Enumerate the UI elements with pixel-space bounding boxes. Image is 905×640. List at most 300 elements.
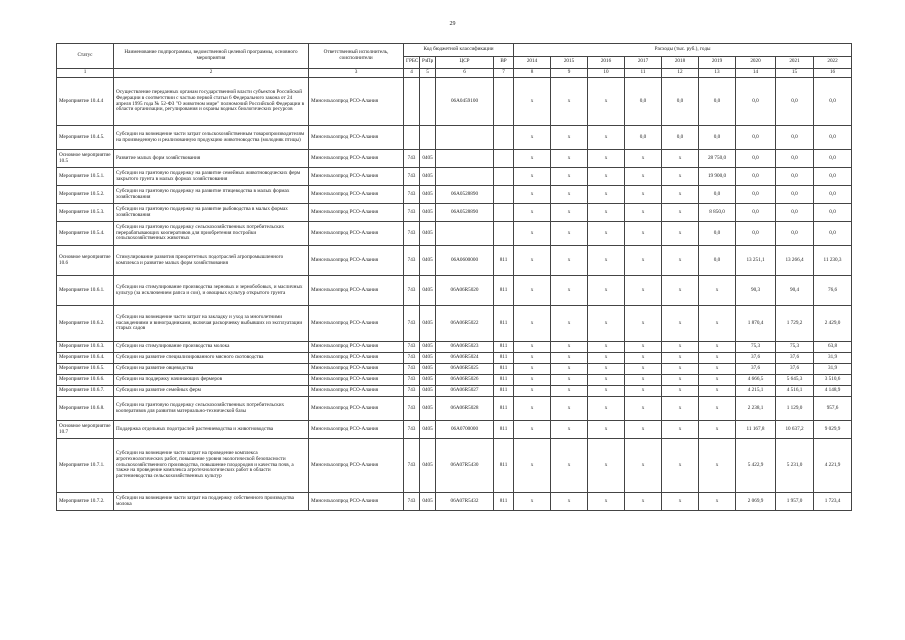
row-year-value: 1 723,4	[814, 493, 852, 511]
row-executor: Минсельхозпрод РСО-Алания	[309, 186, 404, 204]
row-executor: Минсельхозпрод РСО-Алания	[309, 306, 404, 342]
row-year-value: 0,0	[776, 126, 814, 150]
row-year-value: x	[662, 168, 699, 186]
row-year-value: x	[588, 222, 625, 246]
column-number: 6	[436, 69, 494, 78]
row-year-value: 0,0	[699, 222, 736, 246]
row-year-value: 1 729,2	[776, 306, 814, 342]
row-vr	[494, 168, 514, 186]
row-csr: 06А0459100	[436, 78, 494, 126]
row-year-value: x	[625, 353, 662, 364]
row-year-value: 0,0	[699, 186, 736, 204]
row-year-value: 13 251,1	[736, 246, 776, 276]
header-executor: Ответственный исполнитель, соисполнители	[309, 44, 404, 69]
row-year-value: 0,0	[776, 186, 814, 204]
row-year-value: 11 167,8	[736, 421, 776, 439]
table-row	[57, 364, 852, 375]
row-executor: Минсельхозпрод РСО-Алания	[309, 78, 404, 126]
row-year-value: x	[514, 493, 551, 511]
row-rzpr: 0405	[420, 439, 436, 493]
row-status: Мероприятие 10.5.3.	[57, 204, 114, 222]
header-grbs: ГРБС	[404, 56, 420, 69]
column-number: 10	[588, 69, 625, 78]
row-year-value: 957,6	[814, 397, 852, 421]
row-year-value: x	[662, 439, 699, 493]
row-executor: Минсельхозпрод РСО-Алания	[309, 353, 404, 364]
row-year-value: 0,0	[736, 186, 776, 204]
row-year-value: 90,3	[736, 276, 776, 306]
row-grbs: 743	[404, 306, 420, 342]
row-executor: Минсельхозпрод РСО-Алания	[309, 168, 404, 186]
header-year: 2015	[551, 56, 588, 69]
row-csr: 06А06R5025	[436, 364, 494, 375]
table-row	[57, 186, 852, 204]
row-year-value: 75,3	[736, 342, 776, 353]
row-executor: Минсельхозпрод РСО-Алания	[309, 493, 404, 511]
row-name: Субсидии на грантовую поддержку на развитие рыбоводства в малых формах хозяйствования	[114, 204, 309, 222]
row-name: Субсидии на возмещение части затрат сельскохозяйственным товаропроизводителям на произведенную и реализованную продукцию животноводства (молодняк птицы)	[114, 126, 309, 150]
row-name: Стимулирование развития приоритетных подотраслей агропромышленного комплекса и развитие малых форм хозяйствования	[114, 246, 309, 276]
table-row	[57, 342, 852, 353]
column-number: 4	[404, 69, 420, 78]
row-year-value: x	[551, 493, 588, 511]
row-vr: 811	[494, 342, 514, 353]
row-year-value: 37,6	[736, 364, 776, 375]
row-year-value: x	[514, 306, 551, 342]
row-executor: Минсельхозпрод РСО-Алания	[309, 276, 404, 306]
column-number: 15	[776, 69, 814, 78]
row-name: Субсидии на грантовую поддержку сельскохозяйственных потребительских перерабатывающих кооперативов для приобретения постройки сельскохозяйственных животных	[114, 222, 309, 246]
row-executor: Минсельхозпрод РСО-Алания	[309, 204, 404, 222]
row-grbs: 743	[404, 439, 420, 493]
row-csr: 06А06R5020	[436, 276, 494, 306]
row-year-value: x	[625, 246, 662, 276]
row-year-value: x	[551, 375, 588, 386]
row-csr: 06А0528890	[436, 186, 494, 204]
row-status: Мероприятие 10.6.7.	[57, 386, 114, 397]
row-year-value: 8 850,0	[699, 204, 736, 222]
row-year-value: x	[588, 78, 625, 126]
row-year-value: x	[588, 342, 625, 353]
row-year-value: x	[662, 421, 699, 439]
row-year-value: x	[662, 375, 699, 386]
header-code-group: Код бюджетной классификации	[404, 44, 514, 57]
row-year-value: x	[588, 397, 625, 421]
column-number: 11	[625, 69, 662, 78]
row-executor: Минсельхозпрод РСО-Алания	[309, 222, 404, 246]
row-year-value: 13 266,4	[776, 246, 814, 276]
row-grbs: 743	[404, 386, 420, 397]
row-name: Осуществление переданных органам государственной власти субъектов Российской Федерации в соответствии с частью первой статьи 6 Федерального закона от 24 апреля 1995 года № 52-ФЗ "О животном мире" полномочий Российской Федерации в области организации, регулирования и охраны водных биологических ресурсов	[114, 78, 309, 126]
table-row	[57, 204, 852, 222]
row-year-value: x	[514, 353, 551, 364]
row-year-value: x	[514, 276, 551, 306]
row-executor: Минсельхозпрод РСО-Алания	[309, 421, 404, 439]
row-grbs: 743	[404, 375, 420, 386]
row-year-value: x	[551, 306, 588, 342]
row-year-value: x	[588, 246, 625, 276]
table-row	[57, 78, 852, 126]
row-csr: 06А06R5026	[436, 375, 494, 386]
row-status: Мероприятие 10.7.1.	[57, 439, 114, 493]
row-vr: 811	[494, 364, 514, 375]
row-year-value: x	[551, 150, 588, 168]
row-year-value: x	[551, 246, 588, 276]
row-grbs: 743	[404, 421, 420, 439]
row-csr	[436, 126, 494, 150]
column-number: 8	[514, 69, 551, 78]
row-year-value: x	[625, 386, 662, 397]
row-vr	[494, 186, 514, 204]
row-vr	[494, 204, 514, 222]
table-row	[57, 150, 852, 168]
row-vr	[494, 222, 514, 246]
row-year-value: 0,0	[699, 78, 736, 126]
row-year-value: x	[588, 353, 625, 364]
header-status: Статус	[57, 44, 114, 69]
row-executor: Минсельхозпрод РСО-Алания	[309, 439, 404, 493]
row-status: Мероприятие 10.6.5.	[57, 364, 114, 375]
row-name: Развитие малых форм хозяйствования	[114, 150, 309, 168]
row-year-value: x	[514, 397, 551, 421]
column-number: 7	[494, 69, 514, 78]
row-year-value: 0,0	[736, 204, 776, 222]
row-year-value: 0,0	[776, 204, 814, 222]
table-row	[57, 439, 852, 493]
column-number-row	[57, 69, 852, 78]
row-executor: Минсельхозпрод РСО-Алания	[309, 397, 404, 421]
row-name: Субсидии на стимулирование производства зерновых и зернобобовых, и масличных культур (за исключением рапса и сои), и овощных культур открытого грунта	[114, 276, 309, 306]
row-year-value: x	[551, 222, 588, 246]
row-vr: 811	[494, 421, 514, 439]
header-rzpr: РзПр	[420, 56, 436, 69]
row-year-value: x	[662, 353, 699, 364]
row-status: Мероприятие 10.5.4.	[57, 222, 114, 246]
header-year: 2016	[588, 56, 625, 69]
row-year-value: x	[662, 246, 699, 276]
row-vr	[494, 150, 514, 168]
header-year: 2019	[699, 56, 736, 69]
row-rzpr: 0405	[420, 246, 436, 276]
budget-table	[56, 43, 852, 511]
table-row	[57, 353, 852, 364]
row-grbs: 743	[404, 150, 420, 168]
row-year-value: x	[551, 353, 588, 364]
row-year-value: 0,0	[814, 126, 852, 150]
row-name: Субсидии на возмещение части затрат на проведение комплекса агротехнологических работ, повышение уровня экологической безопасности сельскохозяйственного производства, повышение плодородия и качества почв, а также на проведение комплекса агротехнологических работ в области растениеводства сельскохозяйственных культур	[114, 439, 309, 493]
row-year-value: 0,0	[736, 78, 776, 126]
row-year-value: 2 069,9	[736, 493, 776, 511]
row-year-value: 90,4	[776, 276, 814, 306]
row-csr: 06А07R5430	[436, 439, 494, 493]
row-name: Субсидии на развитие овцеводства	[114, 364, 309, 375]
row-year-value: x	[699, 421, 736, 439]
row-year-value: x	[662, 222, 699, 246]
row-grbs: 743	[404, 222, 420, 246]
row-status: Основное мероприятие 10.7	[57, 421, 114, 439]
row-year-value: 2 429,0	[814, 306, 852, 342]
row-year-value: x	[699, 353, 736, 364]
row-vr	[494, 78, 514, 126]
row-year-value: x	[514, 439, 551, 493]
row-rzpr: 0405	[420, 276, 436, 306]
row-vr: 811	[494, 493, 514, 511]
row-name: Субсидии на возмещение части затрат на поддержку собственного производства молока	[114, 493, 309, 511]
row-year-value: x	[625, 186, 662, 204]
row-status: Мероприятие 10.5.1.	[57, 168, 114, 186]
row-year-value: x	[625, 421, 662, 439]
row-year-value: 37,6	[776, 353, 814, 364]
row-name: Поддержка отдельных подотраслей растениеводства и животноводства	[114, 421, 309, 439]
row-rzpr: 0405	[420, 168, 436, 186]
row-year-value: 0,0	[736, 150, 776, 168]
row-year-value: 0,0	[699, 246, 736, 276]
row-year-value: 19 900,0	[699, 168, 736, 186]
row-grbs: 743	[404, 204, 420, 222]
row-vr: 811	[494, 306, 514, 342]
row-year-value: x	[625, 364, 662, 375]
row-grbs: 743	[404, 276, 420, 306]
row-grbs: 743	[404, 364, 420, 375]
row-year-value: x	[551, 168, 588, 186]
row-year-value: x	[588, 150, 625, 168]
row-rzpr: 0405	[420, 150, 436, 168]
row-status: Мероприятие 10.6.1.	[57, 276, 114, 306]
row-rzpr: 0405	[420, 493, 436, 511]
row-csr	[436, 150, 494, 168]
row-year-value: 63,8	[814, 342, 852, 353]
table-body	[57, 78, 852, 511]
row-year-value: x	[699, 386, 736, 397]
row-year-value: 5 422,9	[736, 439, 776, 493]
row-year-value: x	[699, 493, 736, 511]
row-year-value: x	[699, 342, 736, 353]
row-year-value: x	[514, 246, 551, 276]
row-name: Субсидии на стимулирование производства молока	[114, 342, 309, 353]
row-year-value: x	[588, 375, 625, 386]
row-year-value: 1 870,4	[736, 306, 776, 342]
row-status: Мероприятие 10.7.2.	[57, 493, 114, 511]
row-vr	[494, 126, 514, 150]
row-csr: 06А06R5022	[436, 306, 494, 342]
row-year-value: x	[625, 150, 662, 168]
row-year-value: 4 516,1	[776, 386, 814, 397]
row-year-value: 1 129,0	[776, 397, 814, 421]
row-status: Мероприятие 10.6.8.	[57, 397, 114, 421]
row-year-value: x	[662, 364, 699, 375]
table-row	[57, 386, 852, 397]
row-year-value: 0,0	[699, 126, 736, 150]
row-csr: 06А0528890	[436, 204, 494, 222]
row-rzpr: 0405	[420, 353, 436, 364]
row-year-value: 0,0	[814, 168, 852, 186]
row-year-value: 4 666,5	[736, 375, 776, 386]
row-year-value: 11 230,3	[814, 246, 852, 276]
row-rzpr: 0405	[420, 375, 436, 386]
row-csr: 06А0600000	[436, 246, 494, 276]
row-rzpr: 0405	[420, 397, 436, 421]
row-year-value: x	[625, 397, 662, 421]
row-year-value: 0,0	[814, 204, 852, 222]
row-year-value: x	[625, 204, 662, 222]
row-rzpr: 0405	[420, 421, 436, 439]
row-name: Субсидии на грантовую поддержку сельскохозяйственных потребительских кооперативов для развития материально-технической базы	[114, 397, 309, 421]
row-year-value: x	[514, 150, 551, 168]
row-grbs	[404, 78, 420, 126]
row-status: Мероприятие 10.5.2.	[57, 186, 114, 204]
row-rzpr: 0405	[420, 342, 436, 353]
row-csr: 06А07R5432	[436, 493, 494, 511]
row-year-value: x	[662, 493, 699, 511]
row-year-value: x	[588, 493, 625, 511]
row-year-value: x	[551, 186, 588, 204]
row-status: Мероприятие 10.6.4.	[57, 353, 114, 364]
row-year-value: 9 029,9	[814, 421, 852, 439]
row-year-value: 31,9	[814, 364, 852, 375]
row-year-value: 37,6	[776, 364, 814, 375]
row-year-value: x	[514, 421, 551, 439]
row-csr: 06А0700000	[436, 421, 494, 439]
header-expense-group: Расходы (тыс. руб.), годы	[514, 44, 852, 57]
row-year-value: x	[514, 168, 551, 186]
table-row	[57, 421, 852, 439]
row-grbs: 743	[404, 397, 420, 421]
column-number: 12	[662, 69, 699, 78]
row-year-value: x	[588, 168, 625, 186]
column-number: 1	[57, 69, 114, 78]
row-year-value: 4 215,1	[736, 386, 776, 397]
row-csr: 06А06R5028	[436, 397, 494, 421]
row-year-value: x	[625, 342, 662, 353]
row-year-value: x	[588, 186, 625, 204]
row-year-value: x	[551, 204, 588, 222]
row-year-value: x	[588, 421, 625, 439]
row-year-value: x	[588, 386, 625, 397]
header-vr: ВР	[494, 56, 514, 69]
row-vr: 811	[494, 353, 514, 364]
row-rzpr: 0405	[420, 204, 436, 222]
row-rzpr: 0405	[420, 364, 436, 375]
row-year-value: x	[625, 375, 662, 386]
row-year-value: x	[551, 421, 588, 439]
row-year-value: x	[699, 397, 736, 421]
row-year-value: x	[662, 397, 699, 421]
row-year-value: x	[514, 186, 551, 204]
row-year-value: x	[514, 222, 551, 246]
row-rzpr	[420, 78, 436, 126]
header-name: Наименование подпрограммы, ведомственной целевой программы, основного мероприятия	[114, 44, 309, 69]
row-year-value: 5 645,3	[776, 375, 814, 386]
row-year-value: 0,0	[625, 126, 662, 150]
header-year: 2018	[662, 56, 699, 69]
row-year-value: x	[588, 439, 625, 493]
row-year-value: 0,0	[776, 222, 814, 246]
row-year-value: x	[551, 397, 588, 421]
row-executor: Минсельхозпрод РСО-Алания	[309, 386, 404, 397]
page-number: 29	[449, 21, 456, 27]
row-year-value: 2 238,1	[736, 397, 776, 421]
row-name: Субсидии на грантовую поддержку на развитие птицеводства в малых формах хозяйствования	[114, 186, 309, 204]
row-status: Основное мероприятие 10.5	[57, 150, 114, 168]
row-status: Мероприятие 10.6.6.	[57, 375, 114, 386]
row-name: Субсидии на грантовую поддержку на развитие семейных животноводческих ферм закрытого грунта в малых формах хозяйствования	[114, 168, 309, 186]
row-csr: 06А06R5024	[436, 353, 494, 364]
row-year-value: x	[551, 126, 588, 150]
row-year-value: x	[699, 276, 736, 306]
row-year-value: x	[551, 276, 588, 306]
row-csr	[436, 168, 494, 186]
row-grbs: 743	[404, 186, 420, 204]
row-year-value: x	[514, 78, 551, 126]
row-executor: Минсельхозпрод РСО-Алания	[309, 364, 404, 375]
table-row	[57, 276, 852, 306]
row-executor: Минсельхозпрод РСО-Алания	[309, 375, 404, 386]
table-row	[57, 222, 852, 246]
row-year-value: x	[625, 306, 662, 342]
row-year-value: 76,6	[814, 276, 852, 306]
row-year-value: 0,0	[776, 150, 814, 168]
row-year-value: x	[588, 276, 625, 306]
row-rzpr: 0405	[420, 186, 436, 204]
header-year: 2021	[776, 56, 814, 69]
row-year-value: x	[625, 276, 662, 306]
row-year-value: 0,0	[814, 150, 852, 168]
row-grbs: 743	[404, 493, 420, 511]
row-year-value: 0,0	[736, 126, 776, 150]
row-year-value: x	[699, 306, 736, 342]
table-row	[57, 375, 852, 386]
header-year: 2014	[514, 56, 551, 69]
row-year-value: x	[551, 386, 588, 397]
row-year-value: 4 221,9	[814, 439, 852, 493]
row-year-value: x	[514, 386, 551, 397]
column-number: 13	[699, 69, 736, 78]
row-executor: Минсельхозпрод РСО-Алания	[309, 246, 404, 276]
row-status: Основное мероприятие 10.6	[57, 246, 114, 276]
row-csr	[436, 222, 494, 246]
row-vr: 811	[494, 246, 514, 276]
row-vr: 811	[494, 386, 514, 397]
row-year-value: x	[662, 276, 699, 306]
row-year-value: x	[699, 375, 736, 386]
column-number: 2	[114, 69, 309, 78]
row-year-value: x	[625, 493, 662, 511]
row-year-value: x	[662, 150, 699, 168]
row-year-value: 0,0	[736, 222, 776, 246]
row-year-value: 0,0	[814, 222, 852, 246]
table-row	[57, 493, 852, 511]
row-executor: Минсельхозпрод РСО-Алания	[309, 150, 404, 168]
header-year: 2020	[736, 56, 776, 69]
row-rzpr: 0405	[420, 222, 436, 246]
table-row	[57, 246, 852, 276]
row-year-value: 0,0	[776, 78, 814, 126]
row-year-value: x	[551, 342, 588, 353]
table-row	[57, 306, 852, 342]
row-year-value: 10 637,2	[776, 421, 814, 439]
row-rzpr: 0405	[420, 386, 436, 397]
row-status: Мероприятие 10.4.5.	[57, 126, 114, 150]
row-grbs	[404, 126, 420, 150]
row-year-value: x	[625, 168, 662, 186]
row-year-value: x	[625, 222, 662, 246]
row-year-value: 0,0	[736, 168, 776, 186]
row-vr: 811	[494, 375, 514, 386]
row-year-value: x	[514, 204, 551, 222]
row-year-value: x	[551, 364, 588, 375]
row-name: Субсидии на возмещение части затрат на закладку и уход за многолетними насаждениями и виноградниками, включая раскорчевку выбывших из эксплуатации старых садов	[114, 306, 309, 342]
row-grbs: 743	[404, 246, 420, 276]
